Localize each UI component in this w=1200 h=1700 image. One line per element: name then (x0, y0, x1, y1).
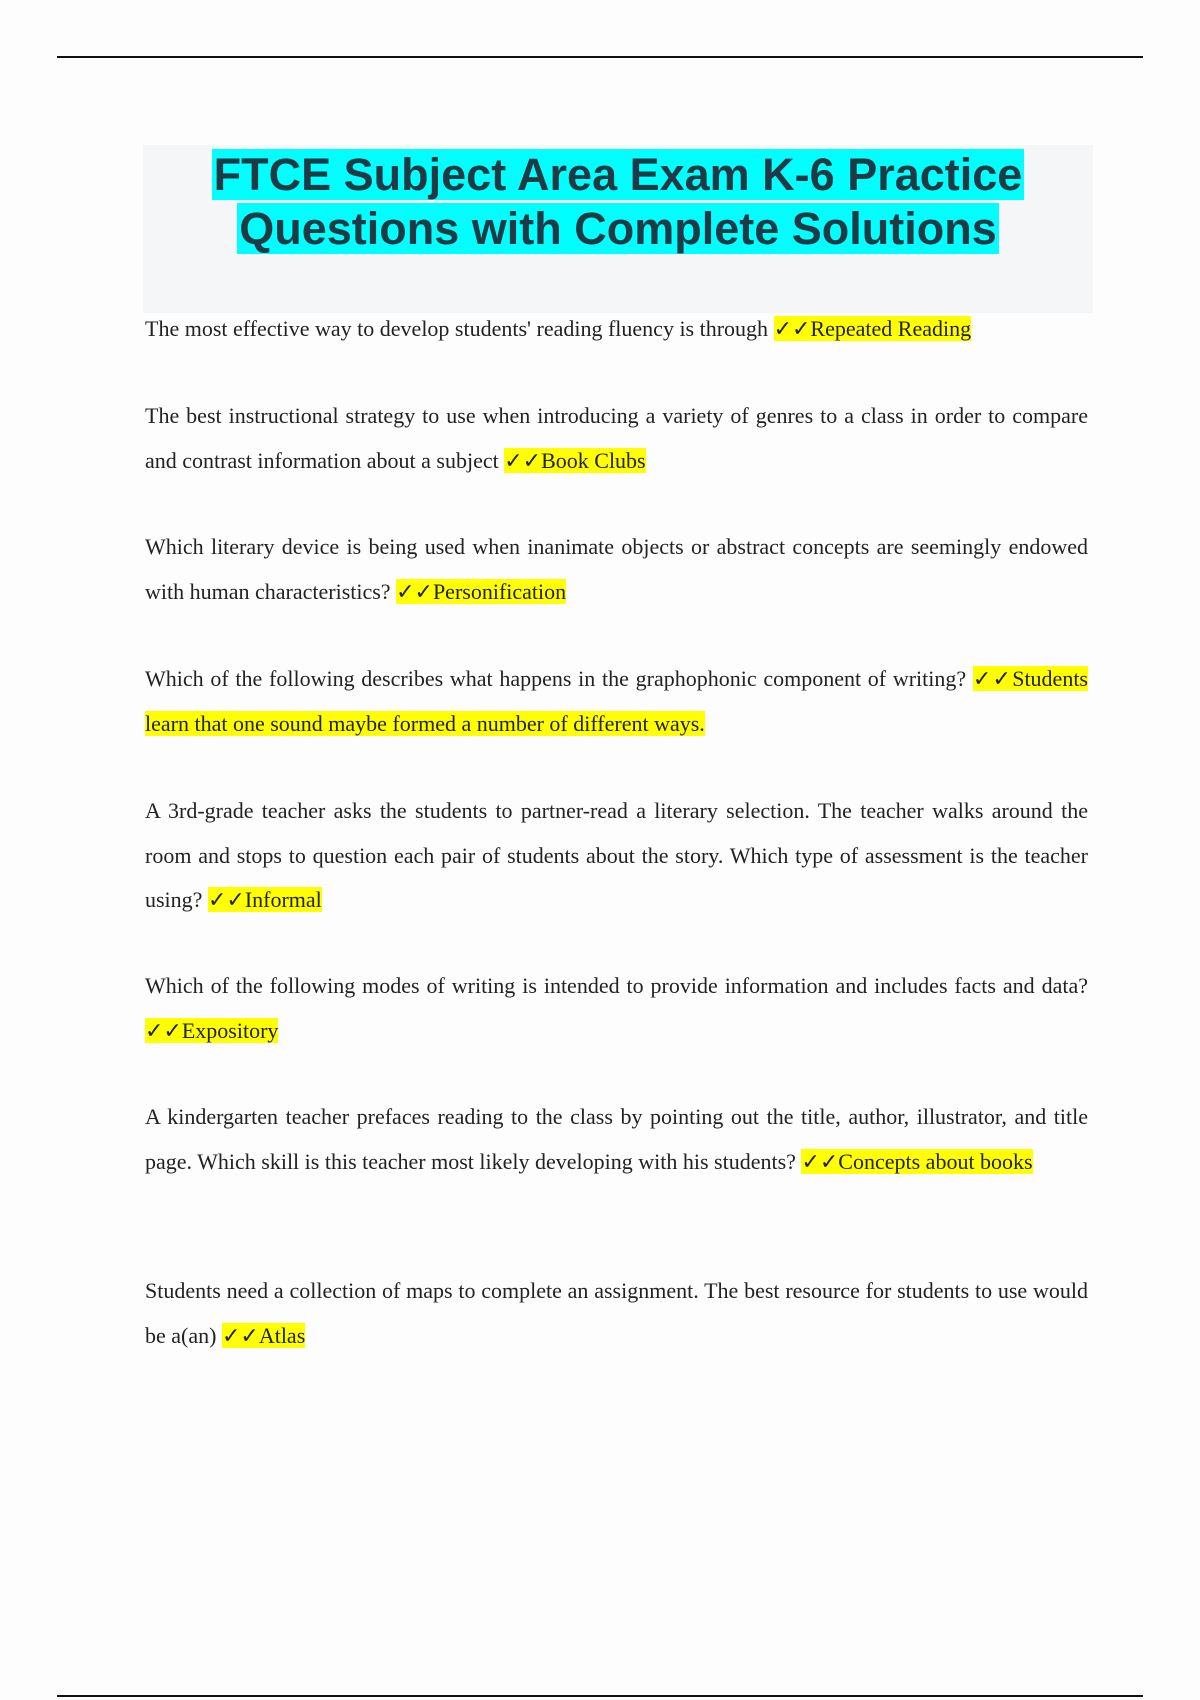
qa-item-6 (145, 964, 1088, 1053)
qa-item-3 (145, 525, 1088, 614)
answer-highlight: ✓✓Students learn that one sound maybe formed a number of different ways. (145, 666, 1088, 736)
answer-highlight: ✓✓Informal (207, 887, 322, 912)
answer-highlight: ✓✓Repeated Reading (773, 316, 972, 341)
top-rule (57, 56, 1143, 58)
qa-item-5 (145, 789, 1088, 923)
qa-item-1 (145, 307, 1088, 352)
answer-highlight: ✓✓Book Clubs (504, 447, 646, 473)
qa-item-8 (145, 1269, 1088, 1358)
question-text: The best instructional strategy to use when introducing a variety of genres to a class in order to compare and contrast information about a subject (145, 403, 1088, 473)
question-text: Which of the following describes what happens in the graphophonic component of writing? (145, 666, 973, 691)
question-text: Students need a collection of maps to complete an assignment. The best resource for students to use would be a(an) (145, 1278, 1088, 1348)
qa-item-2 (145, 394, 1088, 483)
question-text: The most effective way to develop students' reading fluency is through (145, 316, 774, 341)
qa-item-4 (145, 657, 1088, 746)
answer-highlight: ✓✓Expository (145, 1017, 279, 1043)
document-title-line-2: Questions with Complete Solutions (239, 203, 997, 254)
answer-highlight: ✓✓Concepts about books (801, 1148, 1033, 1174)
answer-highlight: ✓✓Atlas (221, 1322, 306, 1348)
title-box (143, 145, 1093, 313)
question-text: Which of the following modes of writing is intended to provide information and includes facts and data? (145, 973, 1088, 998)
question-text: A kindergarten teacher prefaces reading to the class by pointing out the title, author, illustrator, and title page. Which skill is this teacher most likely developing with his students? (145, 1104, 1088, 1174)
qa-item-7 (145, 1095, 1088, 1184)
answer-highlight: ✓✓Personification (396, 578, 567, 604)
question-text: Which literary device is being used when inanimate objects or abstract concepts are seemingly endowed with human characteristics? (145, 534, 1088, 604)
bottom-rule (57, 1695, 1143, 1697)
question-text: A 3rd-grade teacher asks the students to partner-read a literary selection. The teacher walks around the room and stops to question each pair of students about the story. Which type of assessment is the teacher using? (145, 798, 1088, 912)
document-title-line-1: FTCE Subject Area Exam K-6 Practice (213, 149, 1023, 200)
